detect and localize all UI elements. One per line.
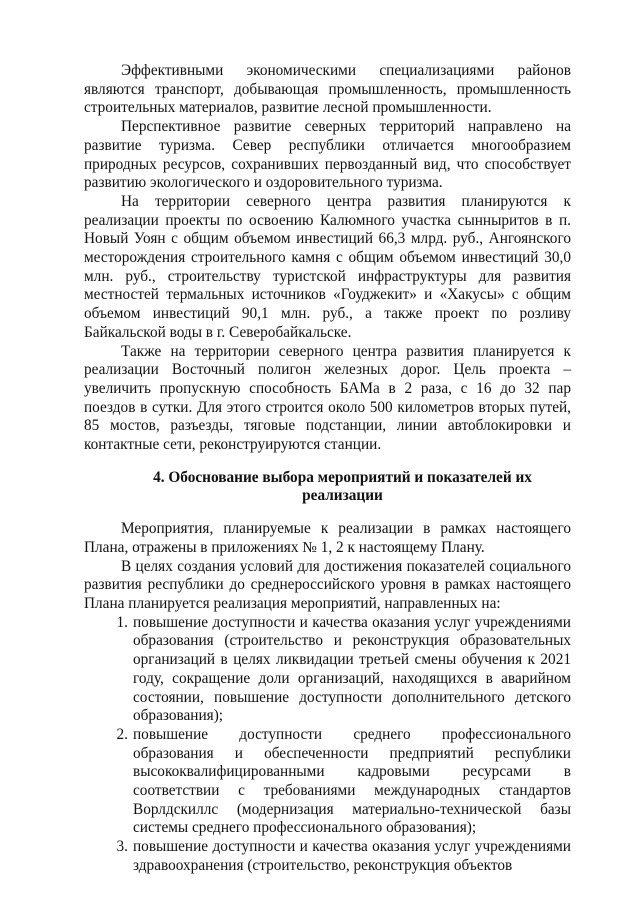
list-item bbox=[84, 838, 571, 875]
paragraph-tourism: Перспективное развитие северных территорий направлено на развитие туризма. Север республики отличается многообразием природных ресурсов, сохранивших первозданный вид, что способствует развитию экологического и оздоровительного туризма. bbox=[84, 118, 571, 192]
activities-list bbox=[84, 614, 571, 876]
paragraph-railway: Также на территории северного центра развития планируется к реализации Восточный полигон железных дорог. Цель проекта – увеличить пропускную способность БАМа в 2 раза, с 16 до 32 пар поездов в сутки. Для этого строится около 500 километров вторых путей, 85 мостов, разъезды, тяговые подстанции, линии автоблокировки и контактные сети, реконструируются станции. bbox=[84, 342, 571, 454]
list-item-text: повышение доступности среднего профессионального образования и обеспеченности предприятий республики высококвалифицированными кадровыми ресурсами в соответствии с требованиями международных стандартов Ворлдскиллс (модернизация материально-технической базы системы среднего профессионального образования); bbox=[133, 725, 571, 837]
paragraph-activities: Мероприятия, планируемые к реализации в рамках настоящего Плана, отражены в приложениях № 1, 2 к настоящему Плану. bbox=[84, 520, 571, 556]
list-item-number: 1. bbox=[116, 613, 128, 631]
list-item bbox=[84, 614, 571, 726]
paragraph-projects: На территории северного центра развития планируются к реализации проекты по освоению Калюмного участка сынныритов в п. Новый Уоян с общим объемом инвестиций 66,3 млрд. руб., Ангоянского месторождения строительного камня с общим объемом инвестиций 30,0 млн. руб., строительству туристской инфраструктуры для развития местностей термальных источников «Гоуджекит» и «Хакусы» с общим объемом инвестиций 90,1 млн. руб., а также проект по розливу Байкальской воды в г. Северобайкальске. bbox=[84, 192, 571, 341]
paragraph-specializations: Эффективными экономическими специализациями районов являются транспорт, добывающая промышленность, промышленность строительных материалов, развитие лесной промышленности. bbox=[84, 62, 571, 117]
list-item-number: 3. bbox=[116, 838, 128, 856]
section-heading: 4. Обоснование выбора мероприятий и показателей их реализации bbox=[153, 468, 532, 505]
list-item-number: 2. bbox=[116, 725, 128, 743]
list-item bbox=[84, 726, 571, 838]
document-page bbox=[84, 62, 571, 876]
list-item-text: повышение доступности и качества оказания услуг учреждениями образования (строительство и реконструкция образовательных организаций в целях ликвидации третьей смены обучения к 2021 году, сокращение доли организаций, находящихся в аварийном состоянии, повышение доступности дополнительного детского образования); bbox=[133, 613, 571, 725]
paragraph-conditions: В целях создания условий для достижения показателей социального развития республики до среднероссийского уровня в рамках настоящего Плана планируется реализация мероприятий, направленных на: bbox=[84, 557, 571, 612]
list-item-text: повышение доступности и качества оказания услуг учреждениями здравоохранения (строительство, реконструкция объектов bbox=[133, 838, 571, 874]
